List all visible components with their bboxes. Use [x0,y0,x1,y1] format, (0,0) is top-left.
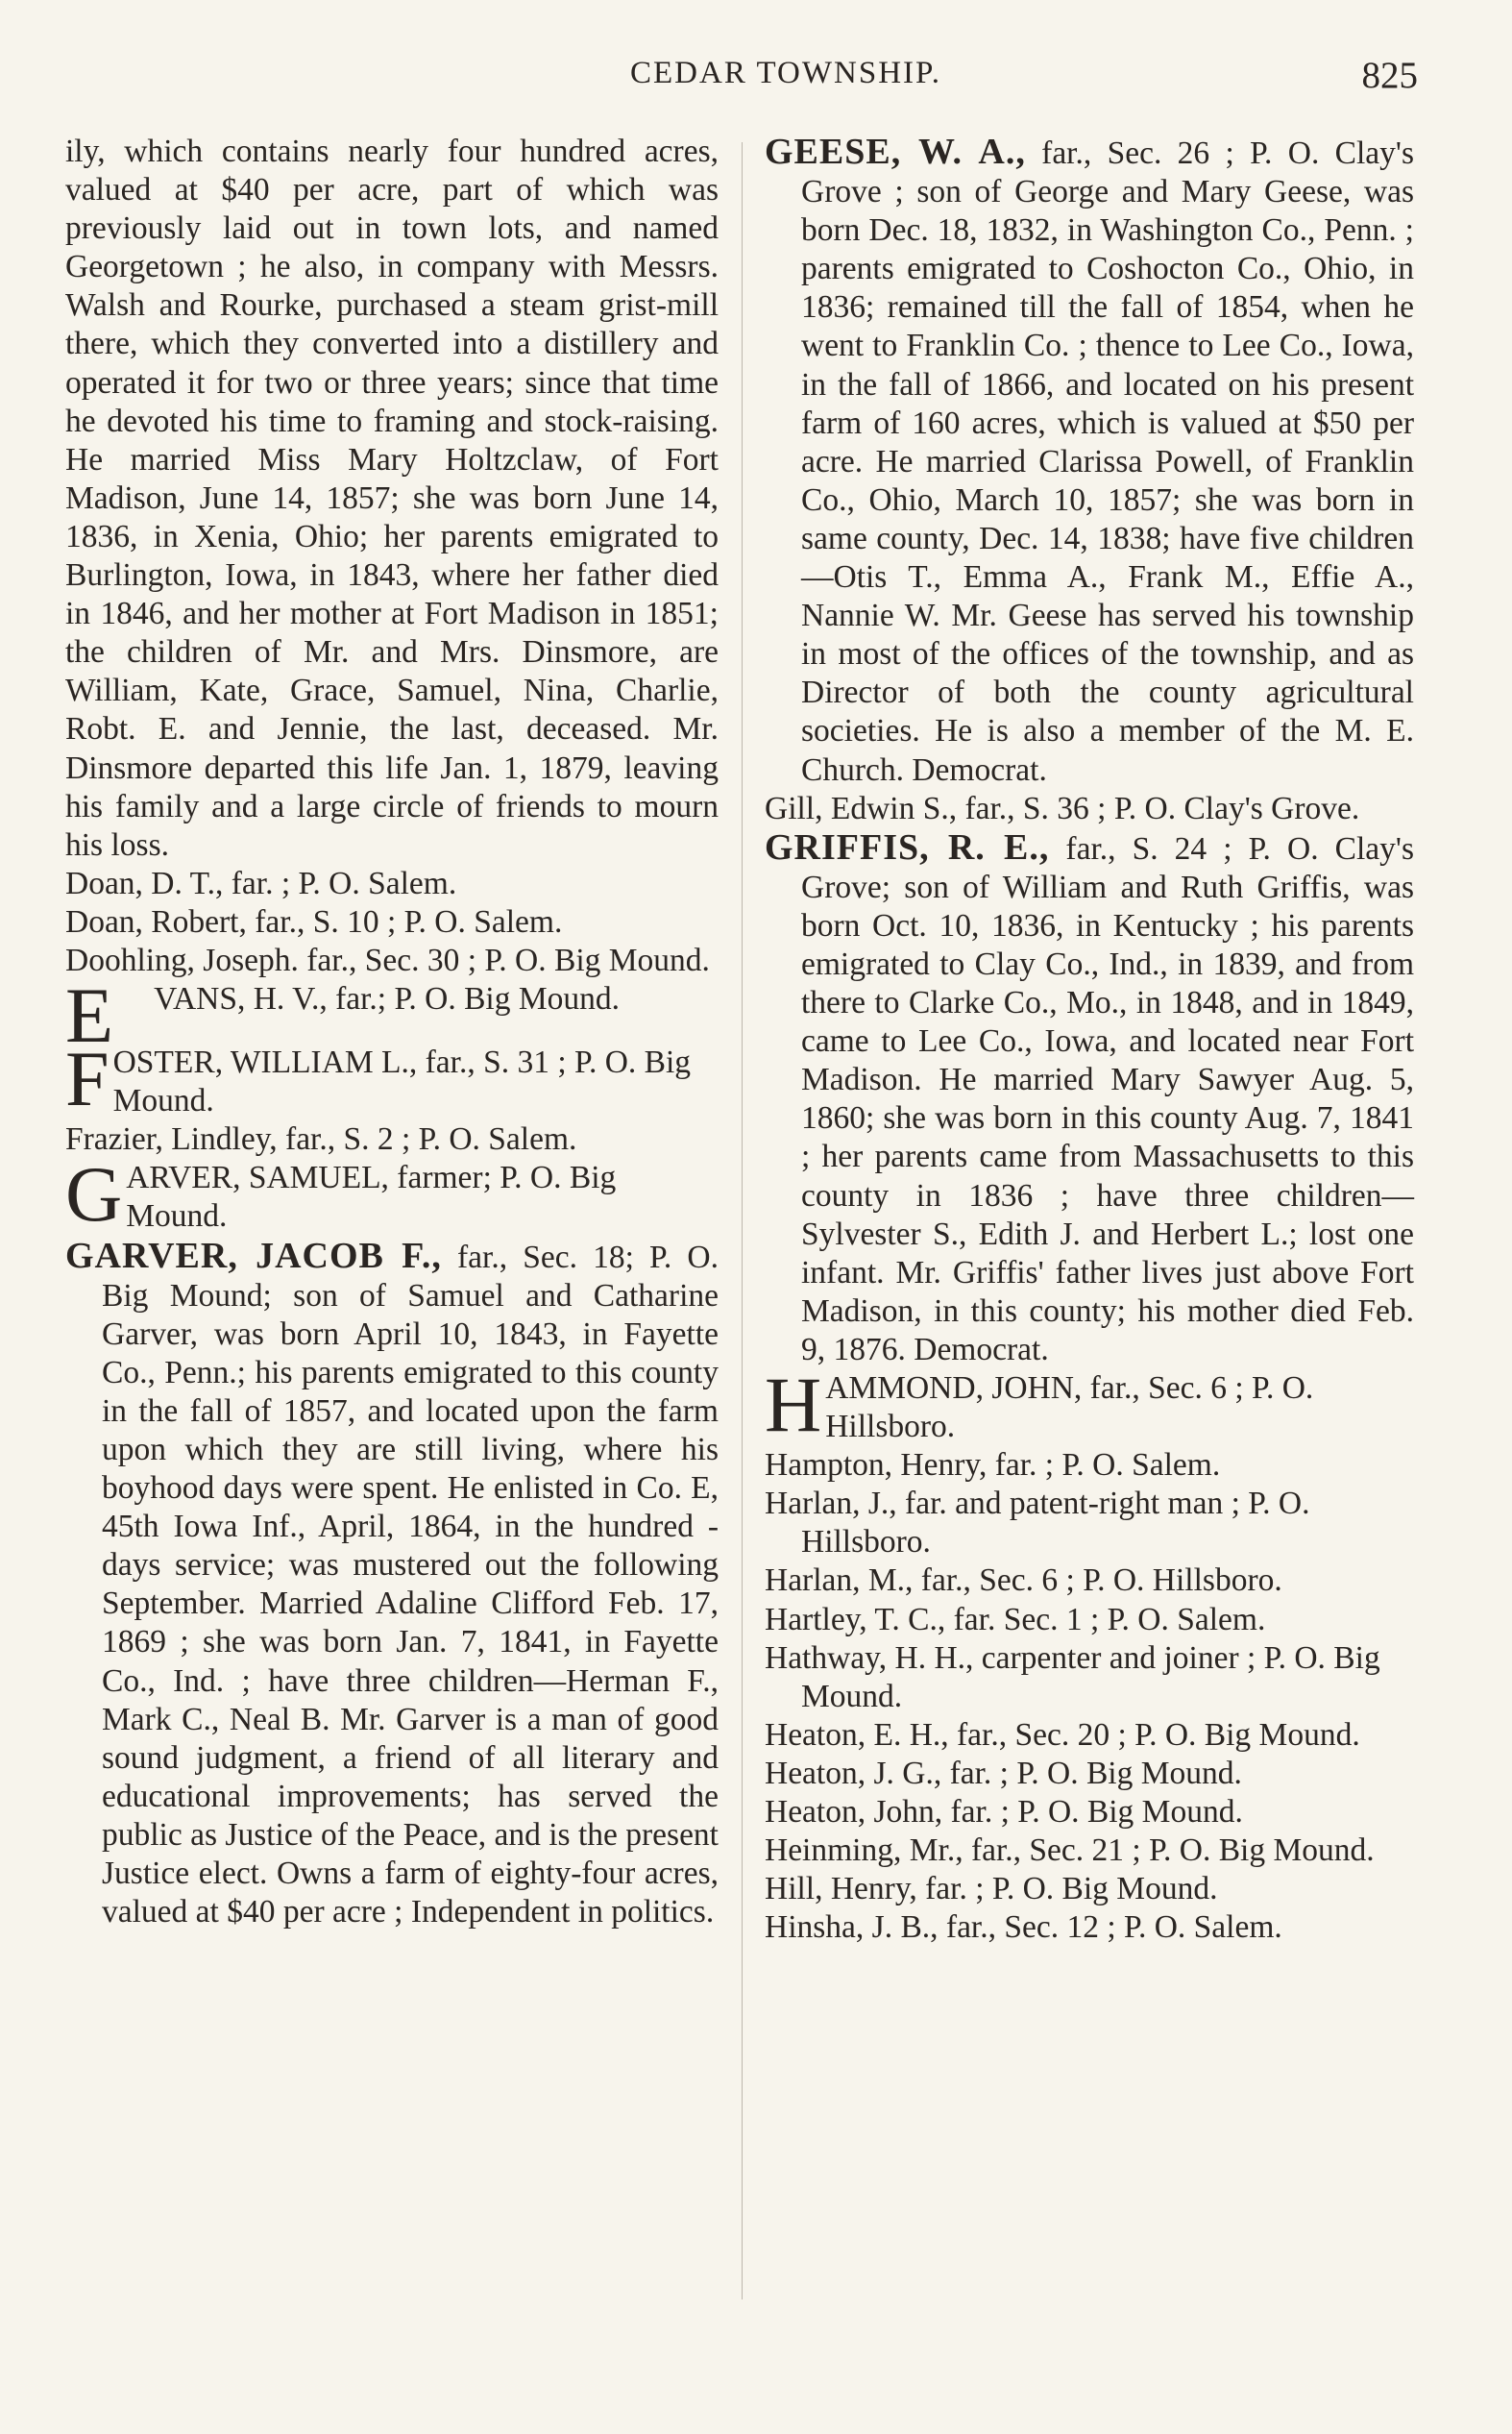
running-title: CEDAR TOWNSHIP. [630,56,941,90]
entry-text: far., S. 24 ; P. O. Clay's Grove; son of William and Ruth Griffis, was born Oct. 10, 1836, in Kentucky ; his parents emigrated to Clay Co., Ind., in 1839, and from there to Clarke Co., Mo., in 1848, and in 1849, came to Lee Co., Iowa, and located near Fort Madison. He married Mary Sawyer Aug. 5, 1860; she was born in this county Aug. 7, 1841 ; her parents came from Massachusetts to this county in 1836 ; have three children—Sylvester S., Edith J. and Herbert L.; lost one infant. Mr. Griffis' father lives just above Fort Madison, in this county; his mother died Feb. 9, 1876. Democrat. [801,830,1415,1367]
entry-harlan-m: Harlan, M., far., Sec. 6 ; P. O. Hillsboro. [765,1562,1282,1599]
entry-text: far., Sec. 26 ; P. O. Clay's Grove ; son of George and Mary Geese, was born Dec. 18, 1832, in Washington Co., Penn. ; parents emigrated to Coshocton Co., Ohio, in 1836; remained till the fall of 1854, when he went to Franklin Co. ; thence to Lee Co., Iowa, in the fall of 1866, and located on his present farm of 160 acres, which is valued at $50 per acre. He married Clarissa Powell, of Franklin Co., Ohio, March 10, 1857; she was born in same county, Dec. 14, 1838; have five children—Otis T., Emma A., Frank M., Effie A., Nannie W. Mr. Geese has served his township in most of the offices of the township, and as Director of both the county agricultural societies. He is also a member of the M. E. Church. Democrat. [801,135,1414,788]
entry-name: GARVER, JACOB F., [65,1235,442,1276]
drop-cap: F [65,1044,110,1121]
entry-garver-jacob [65,1237,719,1932]
entry-frazier: Frazier, Lindley, far., S. 2 ; P. O. Salem. [65,1121,577,1158]
entry-hinsha: Hinsha, J. B., far., Sec. 12 ; P. O. Salem. [765,1909,1282,1946]
entry-text: AMMOND, JOHN, far., Sec. 6 ; P. O. Hillsboro. [825,1370,1314,1445]
entry-foster [65,1044,719,1120]
entry-name: GEESE, W. A., [765,132,1026,172]
entry-text: ARVER, SAMUEL, farmer; P. O. Big Mound. [126,1160,617,1235]
entry-doan-dt: Doan, D. T., far. ; P. O. Salem. [65,865,457,901]
entry-hathway: Hathway, H. H., carpenter and joiner ; P. O. Big Mound. [765,1639,1380,1714]
entry-hartley: Hartley, T. C., far. Sec. 1 ; P. O. Salem. [765,1601,1266,1637]
entry-geese [765,133,1414,790]
page-header [67,54,1418,102]
entry-continuation: ily, which contains nearly four hundred acres, valued at $40 per acre, part of which was previously laid out in town lots, and named Georgetown ; he also, in company with Messrs. Walsh and Rourke, purchased a steam grist-mill there, which they converted into a distillery and operated it for two or three years; since that time he devoted his time to framing and stock-raising. He married Miss Mary Holtzclaw, of Fort Madison, June 14, 1857; she was born June 14, 1836, in Xenia, Ohio; her parents emigrated to Burlington, Iowa, in 1843, where her father died in 1846, and her mother at Fort Madison in 1851; the children of Mr. and Mrs. Dinsmore, are William, Kate, Grace, Samuel, Nina, Charlie, Robt. E. and Jennie, the last, deceased. Mr. Dinsmore departed this life Jan. 1, 1879, leaving his family and a large circle of friends to mourn his loss. [65,134,719,863]
entry-hill: Hill, Henry, far. ; P. O. Big Mound. [765,1871,1218,1907]
entry-text: OSTER, WILLIAM L., far., S. 31 ; P. O. Big Mound. [112,1045,692,1119]
entry-heaton-john: Heaton, John, far. ; P. O. Big Mound. [765,1794,1243,1831]
entry-harlan-j: Harlan, J., far. and patent-right man ; P. O. Hillsboro. [765,1486,1310,1561]
entry-evans [65,980,719,1044]
entry-hampton: Hampton, Henry, far. ; P. O. Salem. [765,1447,1221,1484]
drop-cap: H [765,1369,822,1447]
entry-heaton-jg: Heaton, J. G., far. ; P. O. Big Mound. [765,1755,1242,1791]
drop-cap: E [65,980,114,1045]
entry-hammond [765,1369,1414,1446]
entry-text: far., Sec. 18; P. O. Big Mound; son of Samuel and Catharine Garver, was born April 10, 1843, in Fayette Co., Penn.; his parents emigrated to this county in the fall of 1857, and located upon the farm upon which they are still living, where his boyhood days were spent. He enlisted in Co. E, 45th Iowa Inf., April, 1864, in the hundred - days service; was mustered out the following September. Married Adaline Clifford Feb. 17, 1869 ; she was born Jan. 7, 1841, in Fayette Co., Ind. ; have three children—Herman F., Mark C., Neal B. Mr. Garver is a man of good sound judgment, a friend of all literary and educational improvements; has served the public as Justice of the Peace, and is the present Justice elect. Owns a farm of eighty-four acres, valued at $40 per acre ; Independent in politics. [102,1239,719,1930]
entry-garver-samuel [65,1159,719,1236]
entry-name: GRIFFIS, R. E., [765,826,1050,868]
column-divider [742,142,743,2299]
right-column [765,133,1414,1947]
left-column [65,133,719,1931]
entry-gill: Gill, Edwin S., far., S. 36 ; P. O. Clay's Grove. [765,790,1360,826]
entry-heaton-eh: Heaton, E. H., far., Sec. 20 ; P. O. Big Mound. [765,1716,1360,1753]
entry-doan-robert: Doan, Robert, far., S. 10 ; P. O. Salem. [65,903,563,940]
entry-heinming: Heinming, Mr., far., Sec. 21 ; P. O. Big Mound. [765,1832,1375,1869]
entry-griffis [765,828,1414,1369]
drop-cap: G [65,1159,123,1237]
entry-doohling: Doohling, Joseph. far., Sec. 30 ; P. O. Big Mound. [65,942,710,978]
page-number: 825 [1361,55,1418,96]
entry-text: VANS, H. V., far.; P. O. Big Mound. [154,981,621,1018]
